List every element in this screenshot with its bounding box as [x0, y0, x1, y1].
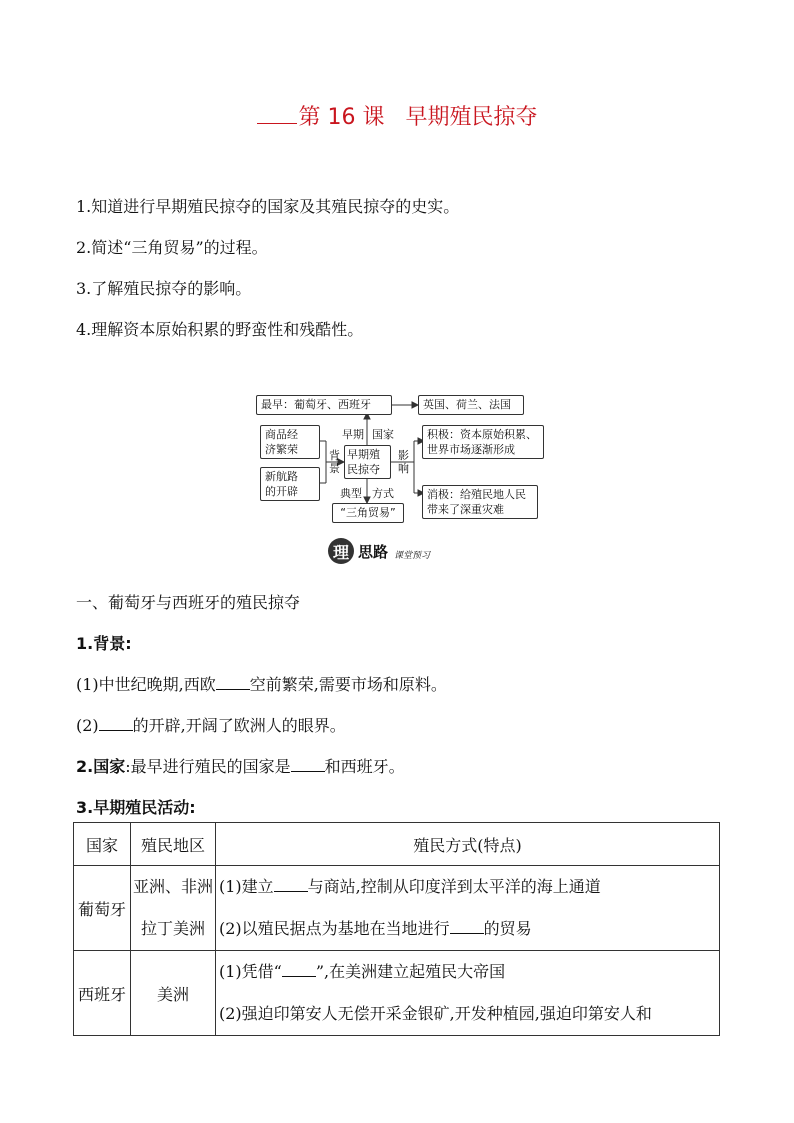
background-item-1: [76, 664, 736, 705]
commerce-box: [260, 425, 320, 459]
early-label: 早期: [342, 428, 364, 441]
text-span: (1)凭借“: [219, 962, 282, 981]
text-span: (1)建立: [219, 877, 274, 896]
method-label: 方式: [372, 487, 394, 500]
thinking-path-badge: [328, 537, 430, 565]
text-span: (2)以殖民据点为基地在当地进行: [219, 919, 450, 938]
country-cell: 西班牙: [74, 951, 131, 1036]
method-line: [219, 951, 716, 993]
objective-item: 1.知道进行早期殖民掠夺的国家及其殖民掠夺的史实。: [76, 197, 460, 216]
later-colonizers-text: 英国、荷兰、法国: [423, 398, 511, 411]
text-span: 空前繁荣,需要市场和原料。: [249, 675, 447, 694]
background-char: 景: [329, 462, 340, 475]
center-topic-line: 早期殖: [347, 448, 380, 461]
table-header: 国家: [74, 823, 131, 866]
text-span: ”,在美洲建立起殖民大帝国: [315, 962, 506, 981]
text-span: :最早进行殖民的国家是: [125, 757, 291, 776]
region-cell: 美洲: [131, 951, 216, 1036]
text-span: 与商站,控制从印度洋到太平洋的海上通道: [307, 877, 601, 896]
region-cell: [131, 866, 216, 951]
table-header-row: [74, 823, 720, 866]
region-text: 拉丁美洲: [140, 919, 205, 938]
fill-blank[interactable]: [291, 755, 325, 772]
background-item-2: [76, 705, 736, 746]
colonial-activities-table: [73, 822, 720, 1036]
impact-label: [398, 449, 409, 475]
typical-label: 典型: [340, 487, 362, 500]
method-cell: [216, 866, 720, 951]
triangle-trade-text: “三角贸易”: [340, 506, 396, 519]
objective-item: 2.简述“三角贸易”的过程。: [76, 238, 268, 257]
text-span: 的贸易: [483, 919, 532, 938]
later-colonizers-box: [418, 395, 524, 415]
triangle-trade-box: [332, 503, 404, 523]
fill-blank[interactable]: [282, 960, 316, 977]
objective-item: 3.了解殖民掠夺的影响。: [76, 279, 252, 298]
learning-objectives: [76, 186, 736, 350]
commerce-line: 商品经: [265, 428, 298, 441]
text-span: (1)中世纪晚期,西欧: [76, 675, 216, 694]
title-blank: [257, 103, 297, 124]
background-title: 1.背景:: [76, 634, 132, 653]
method-line: [219, 866, 716, 908]
table-header: 殖民方式(特点): [216, 823, 720, 866]
text-span: 和西班牙。: [324, 757, 405, 776]
activity-title: 3.早期殖民活动:: [76, 798, 196, 817]
country-cell: 葡萄牙: [74, 866, 131, 951]
center-topic-line: 民掠夺: [347, 463, 380, 476]
positive-impact-line: 世界市场逐渐形成: [427, 443, 515, 456]
page-title: [0, 101, 794, 135]
objective-item: 4.理解资本原始积累的野蛮性和残酷性。: [76, 320, 364, 339]
text-span: 的开辟,开阔了欧洲人的眼界。: [132, 716, 346, 735]
new-route-line: 新航路: [265, 470, 298, 483]
country-title: 2.国家: [76, 757, 126, 776]
new-route-box: [260, 467, 320, 501]
negative-impact-box: [422, 485, 538, 519]
negative-impact-line: 消极：给殖民地人民: [427, 488, 526, 501]
region-text: 亚洲、非洲: [132, 877, 213, 896]
fill-blank[interactable]: [450, 917, 484, 934]
negative-impact-line: 带来了深重灾难: [427, 503, 504, 516]
method-line: [219, 908, 716, 950]
earliest-colonizers-text: 最早：葡萄牙、西班牙: [261, 398, 371, 411]
background-label: [329, 449, 340, 475]
table-row: [74, 866, 720, 951]
country-label: 国家: [372, 428, 394, 441]
fill-blank[interactable]: [216, 673, 250, 690]
badge-icon: 理: [328, 538, 354, 564]
mind-map: [254, 393, 554, 525]
new-route-line: 的开辟: [265, 485, 298, 498]
section-content: [76, 582, 736, 828]
impact-char: 响: [398, 462, 409, 475]
text-span: (2): [76, 716, 99, 735]
fill-blank[interactable]: [99, 714, 133, 731]
earliest-colonizers-box: [256, 395, 392, 415]
background-char: 背: [329, 449, 340, 462]
lesson-number: 第 16 课: [298, 105, 385, 130]
table-row: [74, 951, 720, 1036]
badge-subtext: 课堂预习: [394, 550, 431, 561]
method-cell: [216, 951, 720, 1036]
commerce-line: 济繁荣: [265, 443, 298, 456]
fill-blank[interactable]: [274, 875, 308, 892]
method-line: (2)强迫印第安人无偿开采金银矿,开发种植园,强迫印第安人和: [219, 1004, 652, 1023]
badge-text: 思路: [358, 542, 389, 561]
positive-impact-line: 积极：资本原始积累、: [427, 428, 537, 441]
country-line: [76, 746, 736, 787]
impact-char: 影: [398, 449, 409, 462]
lesson-name: 早期殖民掠夺: [405, 105, 538, 130]
section-heading: 一、葡萄牙与西班牙的殖民掠夺: [76, 593, 301, 612]
table-header: 殖民地区: [131, 823, 216, 866]
center-topic-box: [344, 445, 391, 479]
positive-impact-box: [422, 425, 544, 459]
